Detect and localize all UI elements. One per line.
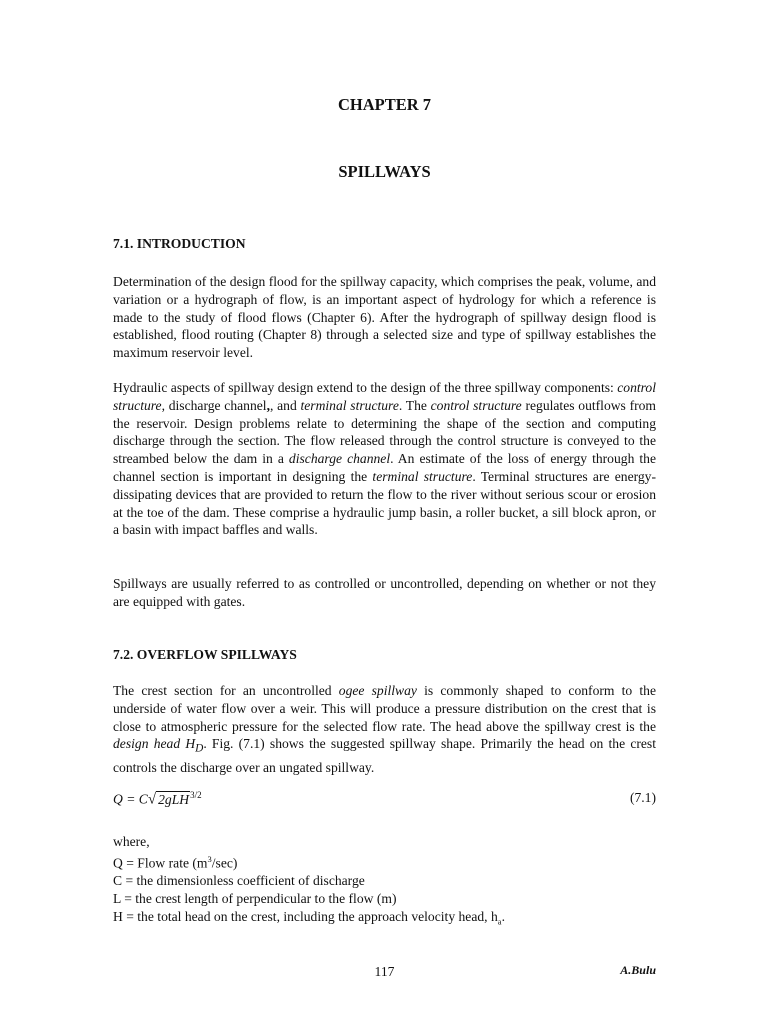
equation-7-1 <box>113 790 656 812</box>
document-page <box>113 0 656 1024</box>
chapter-title: SPILLWAYS <box>338 162 431 181</box>
chapter-label: CHAPTER 7 <box>337 95 432 114</box>
paragraph-overflow-1: The crest section for an uncontrolled ogee spillway is commonly shaped to conform to the underside of water flow over a weir. This will produce a pressure distribution on the crest that is close to atmospheric pressure for the selected flow rate. The head above the spillway crest is the design head $H_D$. Fig. (7.1) shows the suggested spillway shape. Primarily the head on the crest controls the discharge over an ungated spillway. <box>113 683 657 775</box>
definition-where: where, <box>113 834 150 849</box>
equation-formula: Q = C√ 2gLH$^{3/2}$ <box>113 790 202 808</box>
page-number: 117 <box>374 964 395 979</box>
variable-definitions <box>113 833 656 931</box>
section-heading-introduction: 7.1. INTRODUCTION <box>113 236 246 251</box>
paragraph-intro-2: Hydraulic aspects of spillway design extend to the design of the three spillway components: control structure, discharge channel,, and terminal structure. The control structure regulates outflows from the reservoir. Design problems relate to determining the shape of the section and computing discharge through the section. The flow released through the control structure is conveyed to the streambed below the dam in a discharge channel. An estimate of the loss of energy through the channel section is important in designing the terminal structure. Terminal structures are energy-dissipating devices that are provided to return the flow to the river without serious scour or erosion at the toe of the dam. These comprise a hydraulic jump basin, a roller bucket, a sill block apron, or a basin with impact baffles and walls. <box>113 380 657 538</box>
paragraph-intro-3: Spillways are usually referred to as controlled or uncontrolled, depending on whether or not they are equipped with gates. <box>113 576 656 609</box>
definition-l: L = the crest length of perpendicular to the flow (m) <box>113 890 397 906</box>
section-heading-overflow-spillways: 7.2. OVERFLOW SPILLWAYS <box>113 647 297 662</box>
definition-q: Q = Flow rate $(m^3/\sec)$ <box>113 853 238 871</box>
equation-number: (7.1) <box>629 790 656 805</box>
definition-c: C = the dimensionless coefficient of discharge <box>113 873 365 889</box>
author-footer: A.Bulu <box>620 963 656 977</box>
paragraph-intro-1: Determination of the design flood for the spillway capacity, which comprises the peak, volume, and variation or a hydrograph of flow, is an important aspect of hydrology for which a reference is made to the study of flood flows (Chapter 6). After the hydrograph of spillway design flood is established, flood routing (Chapter 8) through a selected size and type of spillway establishes the maximum reservoir level. <box>113 274 656 361</box>
definition-h: H = the total head on the crest, including the approach velocity head, $h_a$. <box>113 908 505 927</box>
